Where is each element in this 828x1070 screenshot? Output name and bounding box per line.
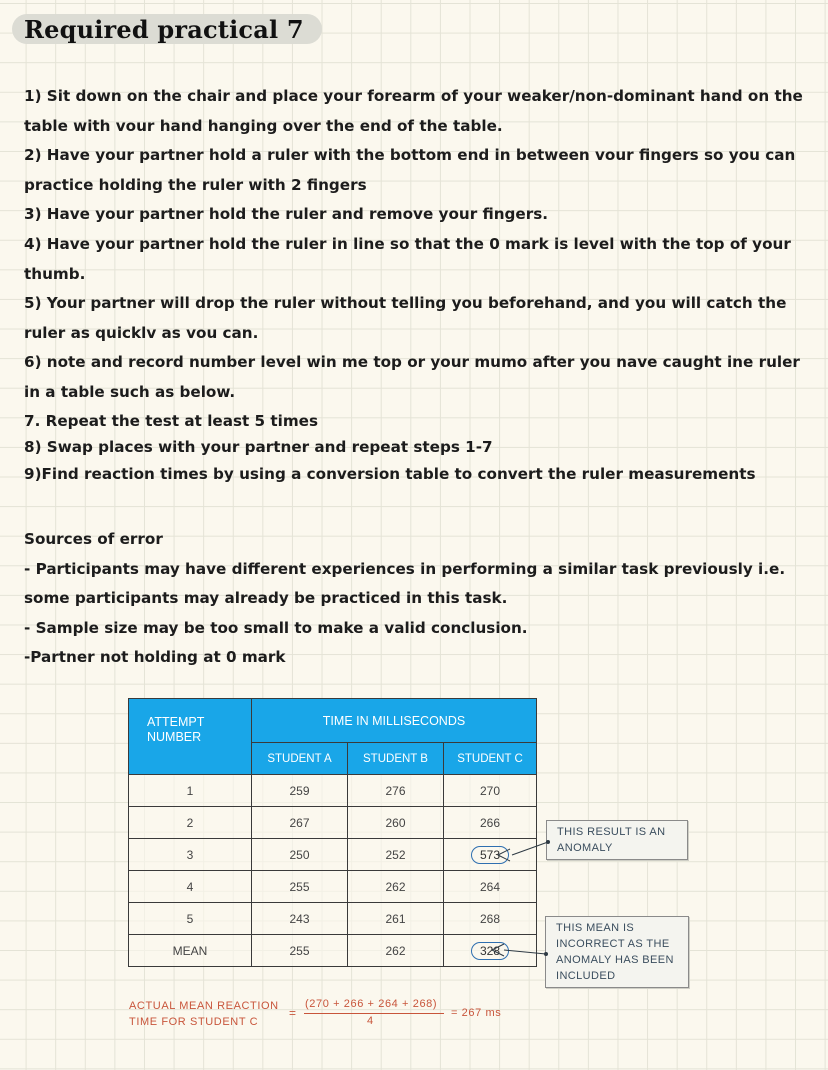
- student-a-value: 259: [252, 775, 348, 807]
- attempt-header: ATTEMPT NUMBER: [129, 699, 252, 775]
- anomaly-value-circled: 573: [471, 846, 509, 864]
- student-c-header: STUDENT C: [444, 743, 537, 775]
- step-8: 8) Swap places with your partner and repeat steps 1-7: [24, 438, 493, 457]
- step-9: 9)Find reaction times by using a conversion table to convert the ruler measurements: [24, 464, 756, 483]
- student-c-value: 266: [444, 807, 537, 839]
- student-a-value: 267: [252, 807, 348, 839]
- fraction-bar: [304, 1013, 444, 1014]
- student-b-value: 276: [348, 775, 444, 807]
- step-2: 2) Have your partner hold a ruler with the bottom end in between vour fingers so you can practice holding the ruler with 2 fingers: [24, 146, 796, 194]
- student-a-value: 250: [252, 839, 348, 871]
- time-header: TIME IN MILLISECONDS: [252, 699, 537, 743]
- arrow-dot-anomaly: [546, 840, 550, 844]
- student-c-value: 268: [444, 903, 537, 935]
- calc-equals: =: [289, 1006, 297, 1020]
- attempt-label: 5: [129, 903, 252, 935]
- attempt-label: 1: [129, 775, 252, 807]
- mean-incorrect-note: THIS MEAN IS INCORRECT AS THE ANOMALY HAS BEEN INCLUDED: [545, 916, 689, 988]
- student-c-value: 270: [444, 775, 537, 807]
- step-6: 6) note and record number level win me top or your mumo after you nave caught ine ruler in a table such as below.: [24, 353, 800, 401]
- arrowhead-mean: [492, 944, 504, 956]
- page-title: Required practical 7: [24, 14, 304, 44]
- student-b-mean: 262: [348, 935, 444, 967]
- student-c-value: 264: [444, 871, 537, 903]
- arrowhead-anomaly: [498, 849, 510, 861]
- attempt-label: 4: [129, 871, 252, 903]
- arrow-dot-mean: [544, 952, 548, 956]
- step-7: 7. Repeat the test at least 5 times: [24, 411, 319, 430]
- student-a-header: STUDENT A: [252, 743, 348, 775]
- arrow-to-anomaly: [512, 842, 548, 855]
- sources-heading: Sources of error: [24, 530, 163, 548]
- student-a-value: 243: [252, 903, 348, 935]
- calc-result: = 267 ms: [451, 1007, 502, 1019]
- anomaly-note: THIS RESULT IS AN ANOMALY: [546, 820, 688, 860]
- attempt-label: 3: [129, 839, 252, 871]
- student-b-header: STUDENT B: [348, 743, 444, 775]
- student-b-value: 260: [348, 807, 444, 839]
- arrow-to-mean: [504, 950, 546, 954]
- student-b-value: 252: [348, 839, 444, 871]
- step-1: 1) Sit down on the chair and place your forearm of your weaker/non-dominant hand on the table with vour hand hanging over the end of the table.: [24, 87, 803, 135]
- student-b-value: 261: [348, 903, 444, 935]
- student-b-value: 262: [348, 871, 444, 903]
- step-5: 5) Your partner will drop the ruler without telling you beforehand, and you will catch the ruler as quicklv as vou can.: [24, 294, 787, 342]
- student-a-value: 255: [252, 871, 348, 903]
- source-item: - Sample size may be too small to make a valid conclusion.: [24, 618, 528, 637]
- mean-label: MEAN: [129, 935, 252, 967]
- calc-denominator: 4: [367, 1015, 374, 1027]
- incorrect-mean-circled: 328: [471, 942, 509, 960]
- step-4: 4) Have your partner hold the ruler in line so that the 0 mark is level with the top of your thumb.: [24, 234, 791, 283]
- calc-label: ACTUAL MEAN REACTION TIME FOR STUDENT C: [129, 1000, 279, 1028]
- calc-numerator: (270 + 266 + 264 + 268): [305, 998, 438, 1010]
- step-3: 3) Have your partner hold the ruler and remove your fingers.: [24, 205, 549, 224]
- source-item: - Participants may have different experiences in performing a similar task previously i.e. some participants may already be practiced in this task.: [24, 559, 786, 608]
- student-a-mean: 255: [252, 935, 348, 967]
- source-item: -Partner not holding at 0 mark: [24, 648, 286, 667]
- attempt-label: 2: [129, 807, 252, 839]
